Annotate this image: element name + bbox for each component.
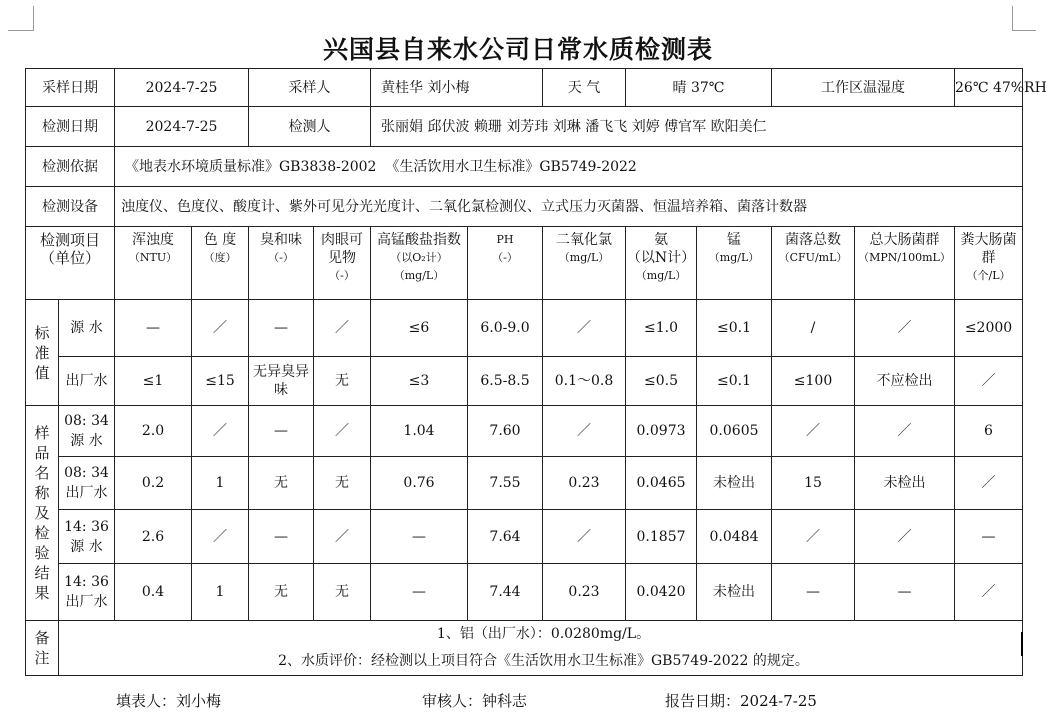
header-row: [26, 227, 1023, 300]
env-value: 26℃ 47%RH: [955, 69, 1023, 107]
result-cell: 1.04: [371, 406, 468, 457]
std-cell: ≤15: [192, 357, 249, 406]
water-quality-table: [25, 68, 1047, 676]
result-cell: 无: [314, 564, 371, 621]
result-cell: 2.6: [115, 510, 192, 564]
samples-label: [26, 406, 59, 621]
result-cell: 7.55: [468, 457, 543, 510]
note-line-1: 1、铝（出厂水）：0.0280mg/L。: [436, 626, 651, 642]
col-colony-count: [772, 227, 855, 300]
sample-type: 源 水: [70, 433, 103, 449]
col-unit: （mg/L）: [708, 251, 760, 264]
col-name: 菌落总数: [785, 232, 842, 248]
notes-label: [26, 621, 59, 676]
sample-time-type: [59, 564, 115, 621]
sampler-names: 黄桂华 刘小梅: [371, 69, 543, 107]
col-unit: （mg/L）: [635, 269, 687, 282]
sample-row: [26, 457, 1023, 510]
result-cell: ／: [314, 406, 371, 457]
basis-label: 检测依据: [26, 147, 115, 187]
result-cell: —: [955, 510, 1023, 564]
notes-label-text: 备注: [34, 629, 50, 667]
std-cell: ≤0.1: [697, 357, 772, 406]
sample-time: 08: 34: [64, 465, 109, 481]
sample-type: 出厂水: [65, 485, 108, 501]
sample-type: 出厂水: [65, 594, 108, 610]
col-fecal-coliform: [955, 227, 1023, 300]
col-name: 氨: [654, 232, 669, 248]
standard-label-text: 标准值: [34, 323, 50, 382]
std-cell: ／: [192, 300, 249, 357]
col-name2: 见物: [328, 250, 356, 266]
col-name2: （以O₂计）: [390, 251, 448, 264]
col-unit: （MPN/100mL）: [858, 251, 951, 264]
text-cursor: [1021, 632, 1023, 656]
col-chlorine-dioxide: [543, 227, 626, 300]
notes-content: [59, 621, 1023, 676]
crop-mark-tr-v: [1012, 6, 1013, 31]
std-cell: ≤6: [371, 300, 468, 357]
result-cell: —: [371, 510, 468, 564]
col-odor: [249, 227, 314, 300]
filler-signature: 填表人：刘小梅: [116, 692, 222, 710]
sample-time-type: [59, 510, 115, 564]
result-cell: 6: [955, 406, 1023, 457]
result-cell: ／: [855, 406, 955, 457]
result-cell: 0.23: [543, 457, 626, 510]
sample-row: [26, 406, 1023, 457]
std-cell: ≤2000: [955, 300, 1023, 357]
result-cell: 0.2: [115, 457, 192, 510]
col-name2: （以N计）: [626, 250, 696, 266]
col-unit: （mg/L）: [558, 251, 610, 264]
sample-time: 08: 34: [64, 413, 109, 429]
col-unit: （CFU/mL）: [778, 251, 848, 264]
col-name: 粪大肠菌群: [960, 232, 1017, 266]
result-cell: 0.4: [115, 564, 192, 621]
col-unit: （-）: [329, 269, 355, 282]
result-cell: ／: [192, 510, 249, 564]
result-cell: —: [249, 406, 314, 457]
col-name: PH: [496, 233, 514, 246]
std-cell: —: [249, 300, 314, 357]
note-line-2: 2、水质评价：经检测以上项目符合《生活饮用水卫生标准》GB5749-2022 的规定。: [278, 653, 809, 669]
col-visible: [314, 227, 371, 300]
sample-time-type: [59, 406, 115, 457]
result-cell: 0.0973: [626, 406, 697, 457]
sample-time: 14: 36: [64, 518, 109, 535]
result-cell: 未检出: [855, 457, 955, 510]
std-cell: 无异臭异味: [249, 357, 314, 406]
std-cell: ≤100: [772, 357, 855, 406]
col-permanganate: [371, 227, 468, 300]
sample-type: 源 水: [70, 538, 103, 555]
col-name: 二氧化氯: [556, 232, 613, 248]
sampling-row: [26, 69, 1023, 107]
equipment-text: 浊度仪、色度仪、酸度计、紫外可见分光光度计、二氧化氯检测仪、立式压力灭菌器、恒温培养箱、菌落计数器: [115, 187, 1023, 227]
crop-mark-tl-v: [33, 6, 34, 31]
test-date-value: 2024-7-25: [115, 107, 249, 147]
result-cell: 7.64: [468, 510, 543, 564]
page-title: 兴国县自来水公司日常水质检测表: [322, 35, 713, 64]
result-cell: ／: [772, 510, 855, 564]
std-cell: 0.1～0.8: [543, 357, 626, 406]
result-cell: 无: [249, 457, 314, 510]
result-cell: —: [855, 564, 955, 621]
result-cell: 1: [192, 457, 249, 510]
reviewer-signature: 审核人：钟科志: [422, 692, 528, 710]
result-cell: —: [249, 510, 314, 564]
notes-row: [26, 621, 1023, 676]
standard-label: [26, 300, 59, 406]
tester-names: 张丽娟 邱伏波 赖珊 刘芳玮 刘琳 潘飞飞 刘婷 傅官军 欧阳美仁: [371, 107, 1023, 147]
col-turbidity: [115, 227, 192, 300]
col-unit: （-）: [268, 251, 294, 264]
result-cell: 无: [314, 457, 371, 510]
col-name: 总大肠菌群: [869, 232, 940, 248]
result-cell: ／: [855, 510, 955, 564]
result-cell: 0.0605: [697, 406, 772, 457]
standard-source-label: 源 水: [59, 300, 115, 357]
sample-date-value: 2024-7-25: [115, 69, 249, 107]
test-date-label: 检测日期: [26, 107, 115, 147]
result-cell: 7.60: [468, 406, 543, 457]
item-header: [26, 227, 115, 300]
std-cell: /: [772, 300, 855, 357]
result-cell: 7.44: [468, 564, 543, 621]
tester-label: 检测人: [249, 107, 371, 147]
col-name: 臭和味: [260, 232, 302, 248]
equipment-row: [26, 187, 1023, 227]
standard-row: [26, 357, 1023, 406]
result-cell: —: [772, 564, 855, 621]
result-cell: —: [371, 564, 468, 621]
result-cell: 15: [772, 457, 855, 510]
unit-label: （单位）: [39, 249, 100, 267]
std-cell: ≤1: [115, 357, 192, 406]
std-cell: 无: [314, 357, 371, 406]
col-total-coliform: [855, 227, 955, 300]
col-name: 浑浊度: [132, 232, 174, 248]
result-cell: 0.76: [371, 457, 468, 510]
sample-row: [26, 510, 1023, 564]
standard-plant-label: 出厂水: [59, 357, 115, 406]
samples-label-text: 样品名称及检验结果: [34, 424, 50, 602]
result-cell: ／: [543, 406, 626, 457]
result-cell: ／: [314, 510, 371, 564]
col-ammonia: [626, 227, 697, 300]
std-cell: ／: [314, 300, 371, 357]
std-cell: 6.0-9.0: [468, 300, 543, 357]
sample-date-label: 采样日期: [26, 69, 115, 107]
std-cell: ≤0.1: [697, 300, 772, 357]
result-cell: 未检出: [697, 457, 772, 510]
result-cell: ／: [192, 406, 249, 457]
env-label: 工作区温湿度: [772, 69, 955, 107]
std-cell: ／: [955, 357, 1023, 406]
col-unit: （个/L）: [966, 269, 1011, 282]
std-cell: ≤1.0: [626, 300, 697, 357]
sample-row: [26, 564, 1023, 621]
std-cell: 6.5-8.5: [468, 357, 543, 406]
std-cell: ／: [855, 300, 955, 357]
basis-text: 《地表水环境质量标准》GB3838-2002 《生活饮用水卫生标准》GB5749-2022: [115, 147, 1023, 187]
equipment-label: 检测设备: [26, 187, 115, 227]
std-cell: ≤0.5: [626, 357, 697, 406]
result-cell: 2.0: [115, 406, 192, 457]
weather-label: 天 气: [543, 69, 626, 107]
result-cell: 0.23: [543, 564, 626, 621]
col-color: [192, 227, 249, 300]
col-manganese: [697, 227, 772, 300]
sample-time-type: [59, 457, 115, 510]
result-cell: ／: [543, 510, 626, 564]
col-unit: （mg/L）: [393, 269, 445, 282]
result-cell: 1: [192, 564, 249, 621]
std-cell: ／: [543, 300, 626, 357]
report-date: 报告日期：2024-7-25: [665, 692, 817, 710]
result-cell: 0.0420: [626, 564, 697, 621]
result-cell: 0.0484: [697, 510, 772, 564]
result-cell: 0.1857: [626, 510, 697, 564]
std-cell: 不应检出: [855, 357, 955, 406]
col-name: 高锰酸盐指数: [377, 232, 461, 248]
result-cell: ／: [955, 457, 1023, 510]
item-label: 检测项目: [39, 231, 100, 249]
basis-row: [26, 147, 1023, 187]
sampler-label: 采样人: [249, 69, 371, 107]
col-name: 色 度: [203, 232, 237, 248]
result-cell: 未检出: [697, 564, 772, 621]
result-cell: 无: [249, 564, 314, 621]
testing-row: [26, 107, 1023, 147]
std-cell: ≤3: [371, 357, 468, 406]
col-name: 肉眼可: [321, 232, 363, 248]
col-unit: （NTU）: [128, 251, 178, 264]
col-ph: [468, 227, 543, 300]
result-cell: 0.0465: [626, 457, 697, 510]
std-cell: —: [115, 300, 192, 357]
col-name: 锰: [727, 232, 742, 248]
result-cell: ／: [772, 406, 855, 457]
standard-row: [26, 300, 1023, 357]
weather-value: 晴 37℃: [626, 69, 772, 107]
col-unit: （度）: [203, 251, 237, 264]
col-unit: （-）: [492, 251, 518, 264]
result-cell: ／: [955, 564, 1023, 621]
sample-time: 14: 36: [64, 574, 109, 590]
